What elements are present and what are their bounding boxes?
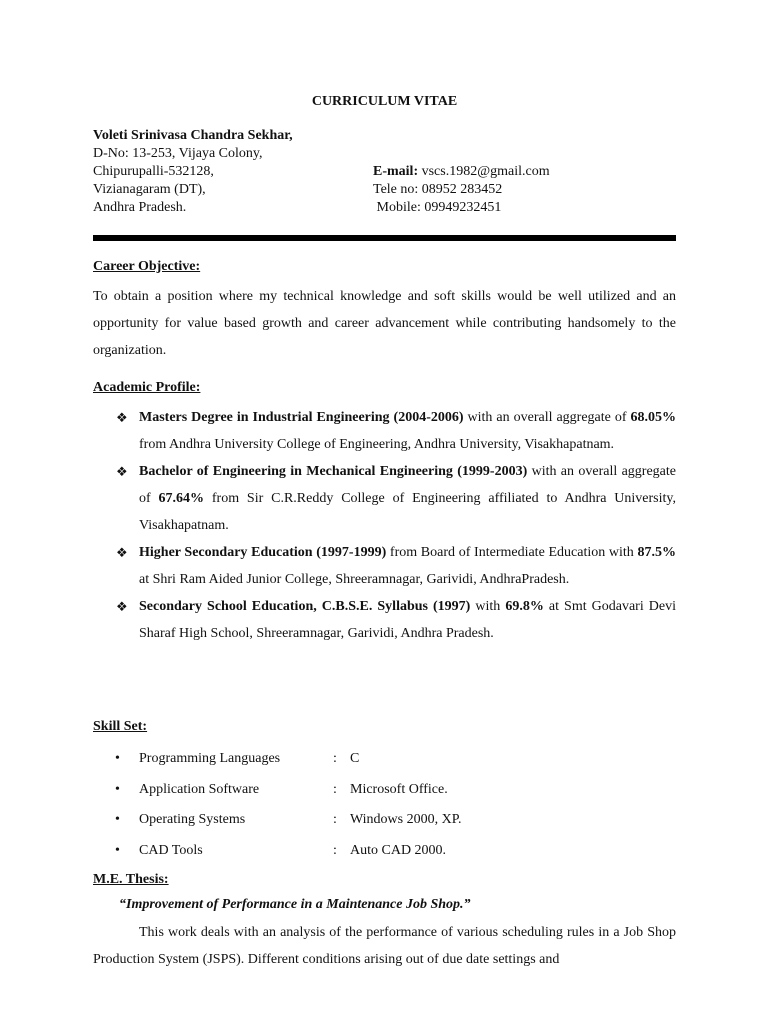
bullet-icon: • bbox=[115, 751, 120, 766]
skill-value: Microsoft Office. bbox=[350, 781, 448, 797]
tele-line: Tele no: 08952 283452 bbox=[373, 182, 503, 197]
skill-key: CAD Tools bbox=[139, 842, 203, 858]
academic-degree: Secondary School Education, C.B.S.E. Syllabus (1997) bbox=[139, 599, 471, 614]
academic-degree: Masters Degree in Industrial Engineering (2004-2006) bbox=[139, 410, 464, 425]
academic-list bbox=[93, 404, 676, 647]
academic-text: from Sir C.R.Reddy College of Engineering affiliated to Andhra University, Visakhapatnam. bbox=[139, 491, 676, 533]
address-block bbox=[93, 127, 293, 217]
skill-value: Windows 2000, XP. bbox=[350, 812, 462, 827]
skill-row bbox=[93, 744, 676, 775]
skill-row bbox=[93, 805, 676, 836]
academic-item bbox=[93, 404, 676, 458]
academic-score: 87.5% bbox=[637, 545, 676, 560]
thesis-text: This work deals with an analysis of the performance of various scheduling rules in a Job Shop Production System (JSPS). Different conditions arising out of due date settings and bbox=[93, 925, 676, 967]
academic-degree: Higher Secondary Education (1997-1999) bbox=[139, 545, 387, 560]
academic-degree: Bachelor of Engineering in Mechanical Engineering (1999-2003) bbox=[139, 464, 528, 479]
academic-text: from Andhra University College of Engineering, Andhra University, Visakhapatnam. bbox=[139, 437, 615, 452]
resume-page bbox=[93, 0, 676, 1024]
diamond-bullet-icon: ❖ bbox=[116, 464, 128, 479]
skill-row bbox=[93, 836, 676, 867]
academic-text: with bbox=[470, 599, 506, 614]
document-title: CURRICULUM VITAE bbox=[311, 94, 458, 109]
academic-item bbox=[93, 458, 676, 539]
skill-key: Operating Systems bbox=[139, 812, 246, 827]
academic-text: from Board of Intermediate Education with bbox=[386, 545, 638, 560]
skill-list bbox=[93, 744, 676, 866]
skill-value: Auto CAD 2000. bbox=[350, 842, 447, 858]
academic-text: at Smt Godavari Devi Sharaf High School, Shreeramnagar, Garividi, Andhra Pradesh. bbox=[139, 599, 676, 641]
bullet-icon: • bbox=[115, 812, 120, 827]
skill-set-heading: Skill Set: bbox=[93, 719, 148, 734]
address-line: D-No: 13-253, Vijaya Colony, bbox=[93, 146, 263, 161]
contact-block bbox=[373, 163, 550, 217]
academic-text: at Shri Ram Aided Junior College, Shreeramnagar, Garividi, AndhraPradesh. bbox=[139, 572, 570, 587]
header-divider bbox=[93, 235, 676, 241]
academic-item bbox=[93, 593, 676, 647]
address-line: Chipurupalli-532128, bbox=[93, 164, 214, 179]
diamond-bullet-icon: ❖ bbox=[116, 599, 128, 614]
address-line: Vizianagaram (DT), bbox=[93, 182, 206, 197]
mobile-line: Mobile: 09949232451 bbox=[373, 200, 502, 215]
address-line: Andhra Pradesh. bbox=[93, 200, 187, 215]
skill-row bbox=[93, 775, 676, 806]
email-value: vscs.1982@gmail.com bbox=[418, 164, 550, 179]
academic-profile-heading: Academic Profile: bbox=[93, 380, 201, 395]
academic-score: 68.05% bbox=[630, 410, 677, 425]
skill-key: Application Software bbox=[139, 781, 260, 797]
academic-item bbox=[93, 539, 676, 593]
diamond-bullet-icon: ❖ bbox=[116, 545, 128, 560]
email-label: E-mail: bbox=[373, 164, 419, 179]
skill-separator: : bbox=[333, 751, 337, 766]
thesis-title: “Improvement of Performance in a Maintenance Job Shop.” bbox=[119, 897, 471, 912]
candidate-name: Voleti Srinivasa Chandra Sekhar, bbox=[93, 128, 293, 143]
diamond-bullet-icon: ❖ bbox=[116, 410, 128, 425]
bullet-icon: • bbox=[115, 842, 120, 858]
academic-score: 67.64% bbox=[158, 491, 205, 506]
academic-text: with an overall aggregate of bbox=[463, 410, 631, 425]
thesis-heading: M.E. Thesis: bbox=[93, 872, 169, 887]
career-objective-text: To obtain a position where my technical knowledge and soft skills would be well utilized and an opportunity for value based growth and career advancement while contributing handsomely to the organization. bbox=[93, 289, 676, 358]
skill-separator: : bbox=[333, 842, 337, 858]
skill-key: Programming Languages bbox=[139, 751, 281, 766]
career-objective-heading: Career Objective: bbox=[93, 259, 201, 274]
skill-separator: : bbox=[333, 781, 337, 797]
skill-value: C bbox=[350, 751, 360, 766]
skill-separator: : bbox=[333, 812, 337, 827]
academic-text: with an overall aggregate of bbox=[139, 464, 676, 506]
email-line bbox=[373, 163, 550, 181]
academic-score: 69.8% bbox=[505, 599, 544, 614]
bullet-icon: • bbox=[115, 781, 120, 797]
